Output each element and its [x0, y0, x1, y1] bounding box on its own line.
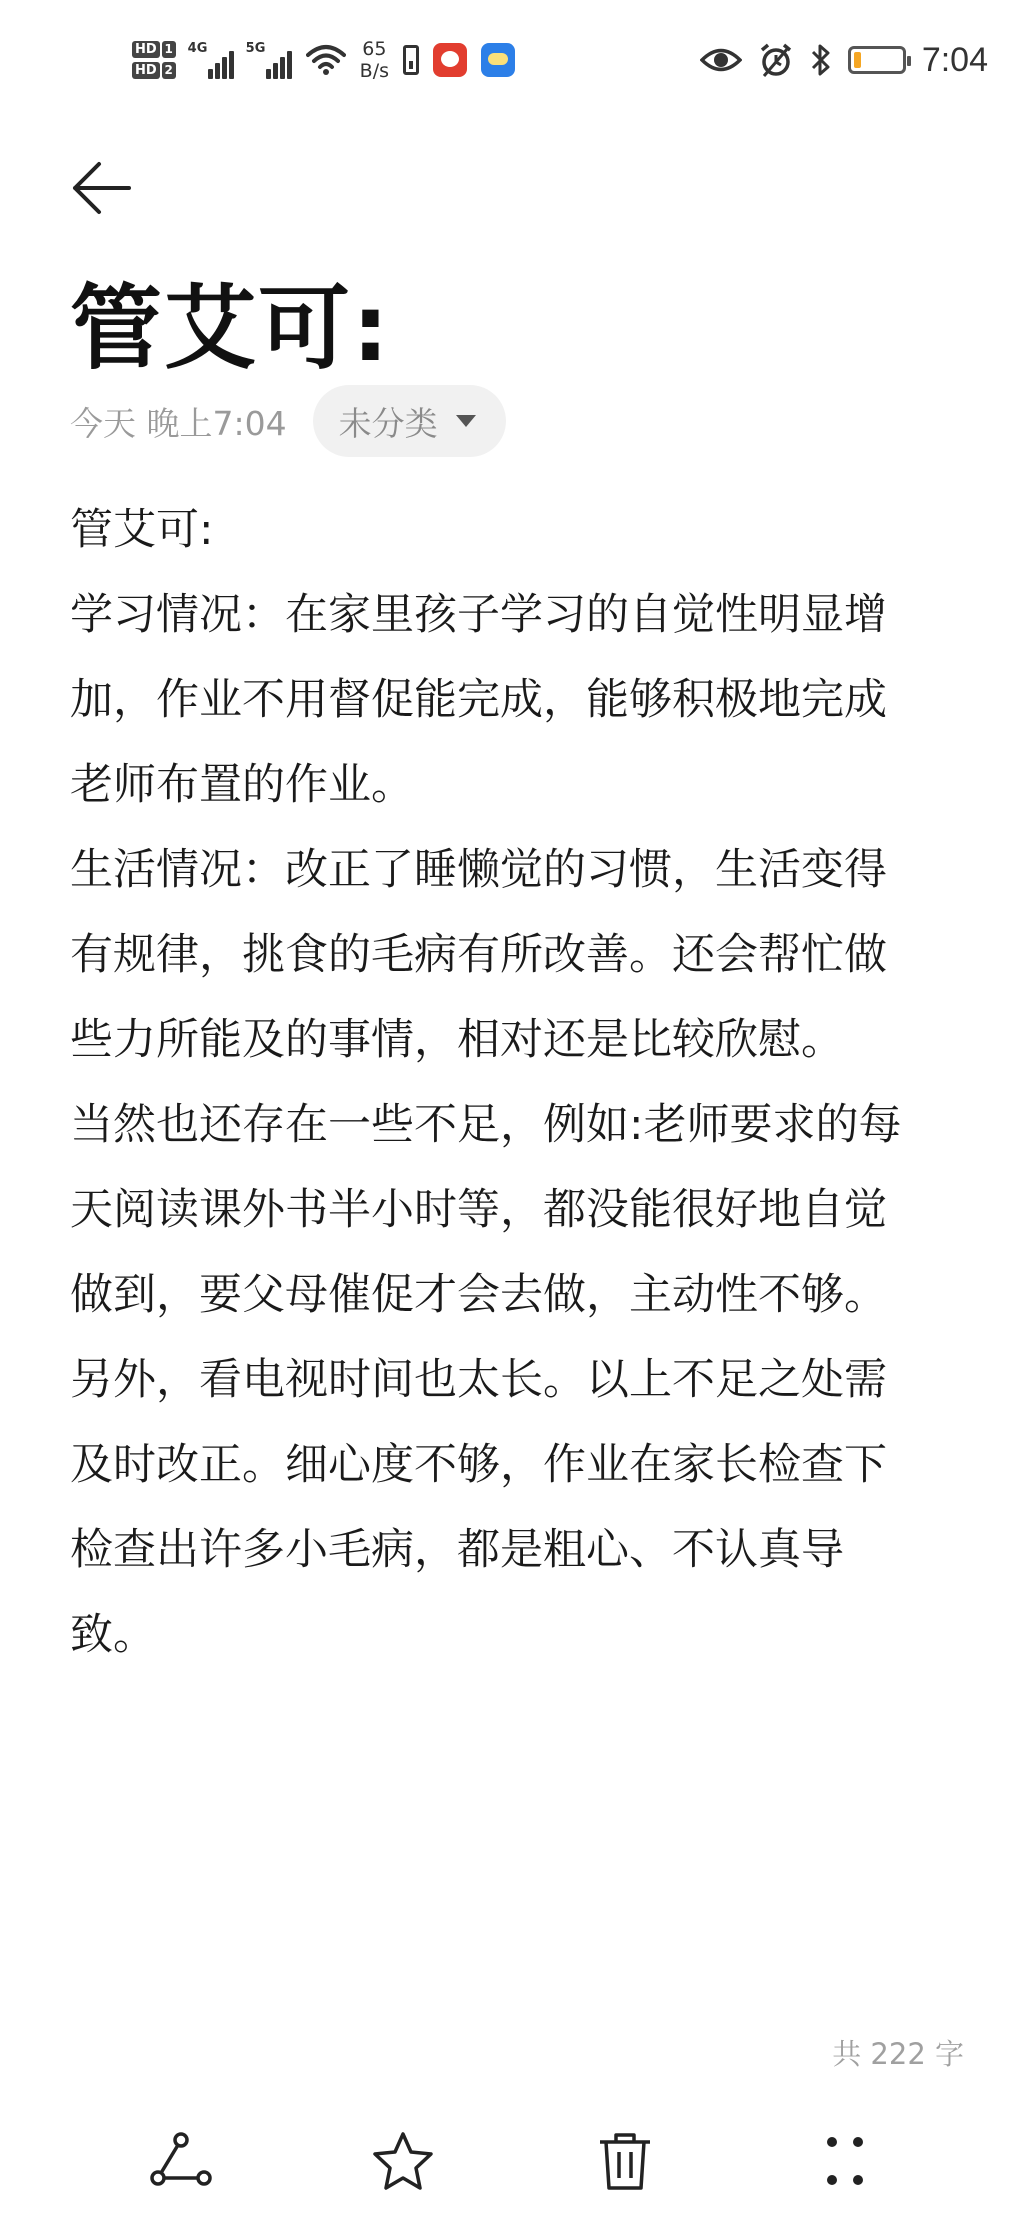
note-date: 今天 晚上7:04	[70, 403, 287, 443]
bottom-toolbar	[0, 2130, 1024, 2219]
status-bar-right	[700, 30, 988, 90]
note-line: 天阅读课外书半小时等，都没能很好地自觉	[70, 1185, 887, 1235]
hd-label: HD	[132, 41, 160, 58]
note-line: 做到，要父母催促才会去做，主动性不够。	[70, 1270, 887, 1320]
back-button[interactable]	[64, 150, 140, 226]
delete-button[interactable]	[580, 2130, 670, 2219]
category-dropdown[interactable]	[313, 385, 506, 457]
note-line: 老师布置的作业。	[70, 760, 414, 810]
hd-label: HD	[132, 62, 160, 79]
caret-down-icon	[456, 415, 476, 427]
speed-value: 65	[362, 38, 387, 60]
speed-unit: B/s	[359, 60, 390, 82]
signal-4g-icon	[187, 41, 234, 79]
note-line: 及时改正。细心度不够，作业在家长检查下	[70, 1440, 887, 1490]
note-meta	[70, 385, 506, 457]
sim-number: 2	[162, 62, 176, 79]
note-title[interactable]: 管艾可:	[70, 275, 391, 382]
note-line: 检查出许多小毛病，都是粗心、不认真导	[70, 1525, 844, 1575]
wifi-icon	[306, 41, 346, 79]
alarm-icon	[758, 42, 794, 78]
network-type-label: 5G	[245, 41, 266, 56]
network-speed	[360, 38, 389, 82]
note-line: 生活情况：改正了睡懒觉的习惯，生活变得	[70, 845, 887, 895]
status-bar-left	[132, 30, 515, 90]
word-count: 共 222 字	[832, 2037, 964, 2071]
more-button[interactable]	[800, 2130, 890, 2219]
trash-icon	[592, 2130, 658, 2192]
share-icon	[148, 2130, 214, 2192]
note-line: 加，作业不用督促能完成，能够积极地完成	[70, 675, 887, 725]
note-line: 有规律，挑食的毛病有所改善。还会帮忙做	[70, 930, 887, 980]
note-body[interactable]	[70, 488, 980, 1678]
battery-icon	[848, 46, 906, 74]
category-label: 未分类	[338, 403, 438, 443]
arrow-left-icon	[71, 160, 133, 216]
hd-sim1-icon	[132, 41, 176, 58]
app-notification-icon	[433, 43, 467, 77]
battery-saver-icon	[403, 45, 419, 75]
favorite-button[interactable]	[358, 2130, 448, 2219]
note-line: 些力所能及的事情，相对还是比较欣慰。	[70, 1015, 844, 1065]
note-line: 致。	[70, 1610, 156, 1660]
sim-number: 1	[162, 41, 176, 58]
eye-icon	[700, 45, 742, 75]
battery-level	[854, 52, 861, 68]
note-line: 学习情况：在家里孩子学习的自觉性明显增	[70, 590, 887, 640]
note-line: 当然也还存在一些不足，例如:老师要求的每	[70, 1100, 902, 1150]
status-time: 7:04	[921, 40, 988, 79]
network-type-label: 4G	[187, 41, 208, 56]
status-bar	[0, 0, 1024, 120]
bluetooth-icon	[810, 42, 832, 78]
note-line: 管艾可:	[70, 505, 214, 555]
hd-sim2-icon	[132, 62, 176, 79]
more-icon	[812, 2130, 878, 2192]
star-icon	[370, 2130, 436, 2192]
share-button[interactable]	[136, 2130, 226, 2219]
signal-5g-icon	[245, 41, 292, 79]
weather-app-icon	[481, 43, 515, 77]
note-line: 另外，看电视时间也太长。以上不足之处需	[70, 1355, 887, 1405]
hd-indicators	[132, 41, 176, 79]
